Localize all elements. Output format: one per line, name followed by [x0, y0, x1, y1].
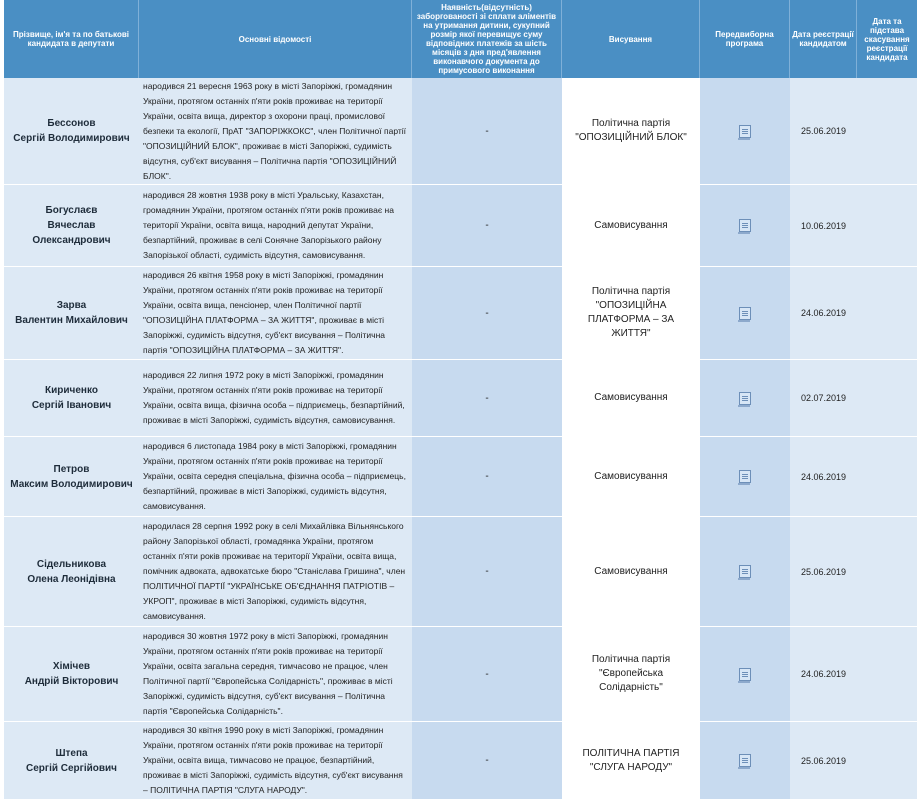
- table-row: [4, 722, 917, 800]
- document-icon[interactable]: [739, 125, 751, 138]
- alimony-debt: -: [412, 360, 562, 437]
- document-icon[interactable]: [739, 470, 751, 483]
- name-line: Валентин Михайлович: [15, 315, 128, 326]
- candidate-info: народився 28 жовтня 1938 року в місті Уральську, Казахстан, громадянин України, протягом останніх п'яти років проживає на території України, освіта вища, народний депутат України, безпартійний, проживає в селі Сонячне Запорізького району Запорізької області, судимість відсутня, самовисування.: [139, 185, 412, 267]
- header-program: Передвиборна програма: [700, 0, 790, 78]
- name-line: Кириченко: [45, 385, 98, 396]
- cancellation: [857, 722, 917, 800]
- header-nomination: Висування: [562, 0, 700, 78]
- cancellation: [857, 185, 917, 267]
- name-line: Максим Володимирович: [10, 478, 133, 490]
- registration-date: 24.06.2019: [790, 627, 857, 722]
- candidate-info: народився 30 квітня 1990 року в місті Запоріжжі, громадянин України, протягом останніх п'яти років проживає на території України, освіта вища, тимчасово не працює, безпартійний, проживає в місті Запоріжжі, судимість відсутня, суб'єкт висування – ПОЛІТИЧНА ПАРТІЯ "СЛУГА НАРОДУ".: [139, 722, 412, 800]
- name-line: Богуслаєв: [45, 205, 98, 216]
- registration-date: 25.06.2019: [790, 722, 857, 800]
- name-line: Сідельникова: [36, 558, 107, 570]
- program-cell: [700, 185, 790, 267]
- candidate-name: [4, 78, 139, 185]
- nomination: Самовисування: [562, 517, 700, 627]
- registration-date: 25.06.2019: [790, 517, 857, 627]
- name-line: Штепа: [55, 747, 88, 759]
- candidate-name: [4, 185, 139, 267]
- table-row: [4, 185, 917, 267]
- alimony-debt: -: [412, 722, 562, 800]
- name-line: Сергій Володимирович: [13, 133, 130, 144]
- alimony-debt: -: [412, 437, 562, 517]
- program-cell: [700, 78, 790, 185]
- document-icon[interactable]: [739, 565, 751, 578]
- name-line: Сергій Іванович: [31, 400, 112, 411]
- document-icon[interactable]: [739, 307, 751, 320]
- table-row: [4, 627, 917, 722]
- name-line: Бессонов: [47, 118, 96, 129]
- candidate-info: народився 26 квітня 1958 року в місті Запоріжжі, громадянин України, протягом останніх п'яти років проживає на території України, освіта вища, пенсіонер, член Політичної партії "ОПОЗИЦІЙНА ПЛАТФОРМА – ЗА ЖИТТЯ", проживає в місті Запоріжжі, судимість відсутня, суб'єкт висування – Політична партія "ОПОЗИЦІЙНА ПЛАТФОРМА – ЗА ЖИТТЯ".: [139, 267, 412, 360]
- registration-date: 10.06.2019: [790, 185, 857, 267]
- registration-date: 24.06.2019: [790, 437, 857, 517]
- name-line: Олександрович: [32, 235, 111, 246]
- alimony-debt: -: [412, 627, 562, 722]
- table-row: [4, 78, 917, 185]
- program-cell: [700, 437, 790, 517]
- header-reg-date: Дата реєстрації кандидатом: [790, 0, 857, 78]
- name-line: Хімічев: [52, 661, 91, 672]
- candidate-name: [4, 360, 139, 437]
- name-line: Сергій Сергійович: [26, 762, 117, 774]
- nomination: Самовисування: [562, 360, 700, 437]
- registration-date: 25.06.2019: [790, 78, 857, 185]
- table-row: [4, 437, 917, 517]
- registration-date: 02.07.2019: [790, 360, 857, 437]
- candidates-table: [4, 0, 917, 800]
- cancellation: [857, 267, 917, 360]
- header-info: Основні відомості: [139, 0, 412, 78]
- candidate-name: [4, 517, 139, 627]
- document-icon[interactable]: [739, 219, 751, 232]
- name-line: Вячеслав: [47, 220, 96, 231]
- header-name: Прізвище, ім'я та по батькові кандидата в депутати: [4, 0, 139, 78]
- name-line: Зарва: [56, 300, 87, 311]
- cancellation: [857, 360, 917, 437]
- name-line: Олена Леонідівна: [27, 573, 116, 585]
- candidate-info: народилася 28 серпня 1992 року в селі Михайлівка Вільнянського району Запорізької області, громадянка України, протягом останніх п'яти років проживає на території України, освіта вища, помічник адвоката, адвокатське бюро "Станіслава Гришина", член ПОЛІТИЧНОЇ ПАРТІЇ "УКРАЇНСЬКЕ ОБ'ЄДНАННЯ ПАТРІОТІВ – УКРОП", проживає в місті Запоріжжі, судимість відсутня, самовисування.: [139, 517, 412, 627]
- table-row: [4, 517, 917, 627]
- header-debt: Наявність(відсутність) заборгованості зі сплати аліментів на утримання дитини, сукупний розмір якої перевищує суму відповідних платежів за шість місяців з дня пред'явлення виконавчого документа до примусового виконання: [412, 0, 562, 78]
- table-row: [4, 267, 917, 360]
- program-cell: [700, 360, 790, 437]
- table-row: [4, 360, 917, 437]
- candidate-info: народився 22 липня 1972 року в місті Запоріжжі, громадянин України, протягом останніх п'яти років проживає на території України, освіта вища, фізична особа – підприємець, безпартійний, проживає в місті Запоріжжі, судимість відсутня, самовисування.: [139, 360, 412, 437]
- registration-date: 24.06.2019: [790, 267, 857, 360]
- candidate-name: [4, 722, 139, 800]
- nomination: ПОЛІТИЧНА ПАРТІЯ "СЛУГА НАРОДУ": [562, 722, 700, 800]
- nomination: Самовисування: [562, 185, 700, 267]
- nomination: Самовисування: [562, 437, 700, 517]
- cancellation: [857, 437, 917, 517]
- candidate-name: [4, 437, 139, 517]
- nomination: Політична партія "ОПОЗИЦІЙНА ПЛАТФОРМА – ЗА ЖИТТЯ": [562, 267, 700, 360]
- name-line: Петров: [53, 463, 90, 475]
- header-cancel: Дата та підстава скасування реєстрації кандидата: [857, 0, 917, 78]
- cancellation: [857, 78, 917, 185]
- program-cell: [700, 267, 790, 360]
- alimony-debt: -: [412, 185, 562, 267]
- document-icon[interactable]: [739, 754, 751, 767]
- candidate-info: народився 21 вересня 1963 року в місті Запоріжжі, громадянин України, протягом останніх п'яти років проживає на території України, освіта вища, директор з охорони праці, промислової безпеки та екології, ПрАТ "ЗАПОРІЖКОКС", член Політичної партії "ОПОЗИЦІЙНИЙ БЛОК", проживає в місті Запоріжжі, судимість відсутня, суб'єкт висування – Політична партія "ОПОЗИЦІЙНИЙ БЛОК".: [139, 78, 412, 185]
- cancellation: [857, 517, 917, 627]
- nomination: Політична партія "Європейська Солідарність": [562, 627, 700, 722]
- program-cell: [700, 627, 790, 722]
- alimony-debt: -: [412, 78, 562, 185]
- alimony-debt: -: [412, 517, 562, 627]
- candidate-name: [4, 267, 139, 360]
- candidate-info: народився 30 жовтня 1972 року в місті Запоріжжі, громадянин України, протягом останніх п'яти років проживає на території України, освіта загальна середня, тимчасово не працює, член Політичної партії "Європейська Солідарність", проживає в місті Запоріжжі, судимість відсутня, суб'єкт висування – Політична партія "Європейська Солідарність".: [139, 627, 412, 722]
- document-icon[interactable]: [739, 668, 751, 681]
- candidate-info: народився 6 листопада 1984 року в місті Запоріжжі, громадянин України, протягом останніх п'яти років проживає на території України, освіта середня спеціальна, фізична особа – підприємець, безпартійний, проживає в місті Запоріжжі, судимість відсутня, самовисування.: [139, 437, 412, 517]
- program-cell: [700, 722, 790, 800]
- table-header-row: [4, 0, 917, 78]
- alimony-debt: -: [412, 267, 562, 360]
- candidate-name: [4, 627, 139, 722]
- document-icon[interactable]: [739, 392, 751, 405]
- nomination: Політична партія "ОПОЗИЦІЙНИЙ БЛОК": [562, 78, 700, 185]
- cancellation: [857, 627, 917, 722]
- program-cell: [700, 517, 790, 627]
- name-line: Андрій Вікторович: [24, 676, 119, 687]
- candidates-table-wrapper: [4, 0, 917, 800]
